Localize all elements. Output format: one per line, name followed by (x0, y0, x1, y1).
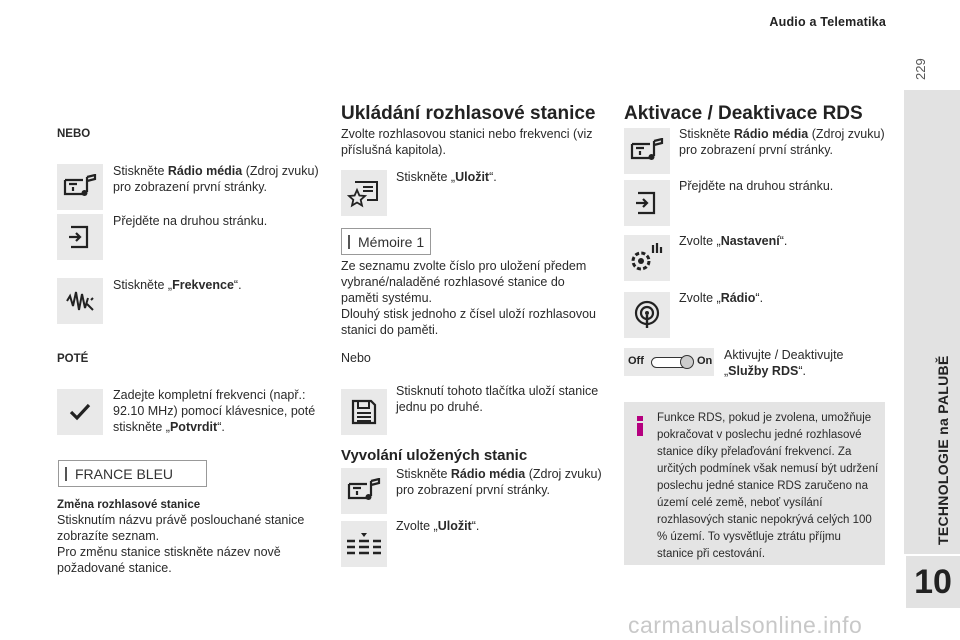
info-text: Funkce RDS, pokud je zvolena, umožňuje pokračovat v poslechu jedné rozhlasové stanice díky přelaďování frekvencí. Za určitých podmínek však nemusí být udržení poslechu jedné stanice RDS zaručeno na území celé země, neboť vysílání rozhlasových stanic nepokrývá celých 100 % území. To vysvětluje ztrátu příjmu stanice při cestování. (657, 412, 879, 560)
frequency-icon[interactable] (57, 278, 103, 324)
station-name: FRANCE BLEU (75, 465, 174, 482)
step-radio: Zvolte „Rádio“. (679, 291, 764, 305)
pote-label: POTÉ (57, 353, 89, 365)
chapter-number: 10 (906, 556, 960, 608)
step-save-one-by-one: Stisknutí tohoto tlačítka uloží stanice jednu po druhé. (396, 384, 599, 414)
settings-gear-icon[interactable] (624, 235, 670, 281)
radio-media-icon-3[interactable] (624, 128, 670, 174)
next-page-icon[interactable] (57, 214, 103, 260)
toggle-on-label: On (697, 355, 713, 367)
toggle-off-label: Off (628, 355, 644, 367)
watermark: carmanualsonline.info (628, 612, 863, 638)
nebo-label: NEBO (57, 128, 91, 140)
change-station-text-1: Stisknutím názvu právě poslouchané stanice zobrazíte seznam. (57, 513, 305, 543)
step-next-page-2: Přejděte na druhou stránku. (679, 179, 834, 193)
nebo-label-2: Nebo (341, 351, 371, 365)
step-rds-services: Aktivujte / Deaktivujte „Služby RDS“. (724, 348, 844, 378)
step-select-saved: Zvolte „Uložit“. (396, 519, 480, 533)
field-cursor-icon (348, 235, 350, 249)
step-enter-frequency: Zadejte kompletní frekvenci (např.: 92.10 MHz) pomocí klávesnice, poté stiskněte „Potvrdit“. (113, 388, 316, 434)
step-radio-media-2: Stiskněte Rádio média (Zdroj zvuku) pro zobrazení první stránky. (396, 467, 602, 497)
memory-slot-label: Mémoire 1 (358, 233, 425, 250)
rds-toggle[interactable] (624, 348, 714, 376)
step-next-page: Přejděte na druhou stránku. (113, 214, 268, 228)
memory-list-text-2: Dlouhý stisk jednoho z čísel uloží rozhlasovou stanici do paměti. (341, 307, 596, 337)
radio-signal-icon[interactable] (624, 292, 670, 338)
radio-media-icon[interactable] (57, 164, 103, 210)
save-star-icon[interactable] (341, 170, 387, 216)
field-cursor-icon (65, 467, 67, 481)
chapter-title: TECHNOLOGIE na PALUBĚ (935, 355, 951, 545)
step-frequency: Stiskněte „Frekvence“. (113, 278, 242, 292)
toggle-knob (680, 355, 694, 369)
memory-list-text-1: Ze seznamu zvolte číslo pro uložení předem vybrané/naladěné rozhlasové stanice do paměti systému. (341, 259, 587, 305)
save-floppy-icon[interactable] (341, 389, 387, 435)
station-name-field[interactable] (58, 460, 207, 487)
step-settings: Zvolte „Nastavení“. (679, 234, 788, 248)
page-number: 229 (913, 58, 928, 80)
recall-stations-title: Vyvolání uložených stanic (341, 447, 528, 464)
change-station-text-2: Pro změnu stanice stiskněte název nově požadované stanice. (57, 545, 281, 575)
info-icon (632, 416, 650, 436)
step-radio-media: Stiskněte Rádio média (Zdroj zvuku) pro zobrazení první stránky. (113, 164, 319, 194)
next-page-icon-2[interactable] (624, 180, 670, 226)
save-station-title: Ukládání rozhlasové stanice (341, 103, 596, 124)
preset-list-icon[interactable] (341, 521, 387, 567)
sidebar-strip (904, 90, 960, 554)
change-station-title: Změna rozhlasové stanice (57, 499, 201, 511)
memory-slot-field[interactable] (341, 228, 431, 255)
step-save: Stiskněte „Uložit“. (396, 170, 497, 184)
save-station-intro: Zvolte rozhlasovou stanici nebo frekvenci (viz příslušná kapitola). (341, 127, 593, 157)
rds-title: Aktivace / Deaktivace RDS (624, 103, 863, 124)
confirm-check-icon[interactable] (57, 389, 103, 435)
header-title: Audio a Telematika (769, 15, 886, 29)
page-header (0, 0, 960, 34)
step-radio-media-3: Stiskněte Rádio média (Zdroj zvuku) pro zobrazení první stránky. (679, 127, 885, 157)
info-box (624, 402, 885, 565)
radio-media-icon-2[interactable] (341, 468, 387, 514)
